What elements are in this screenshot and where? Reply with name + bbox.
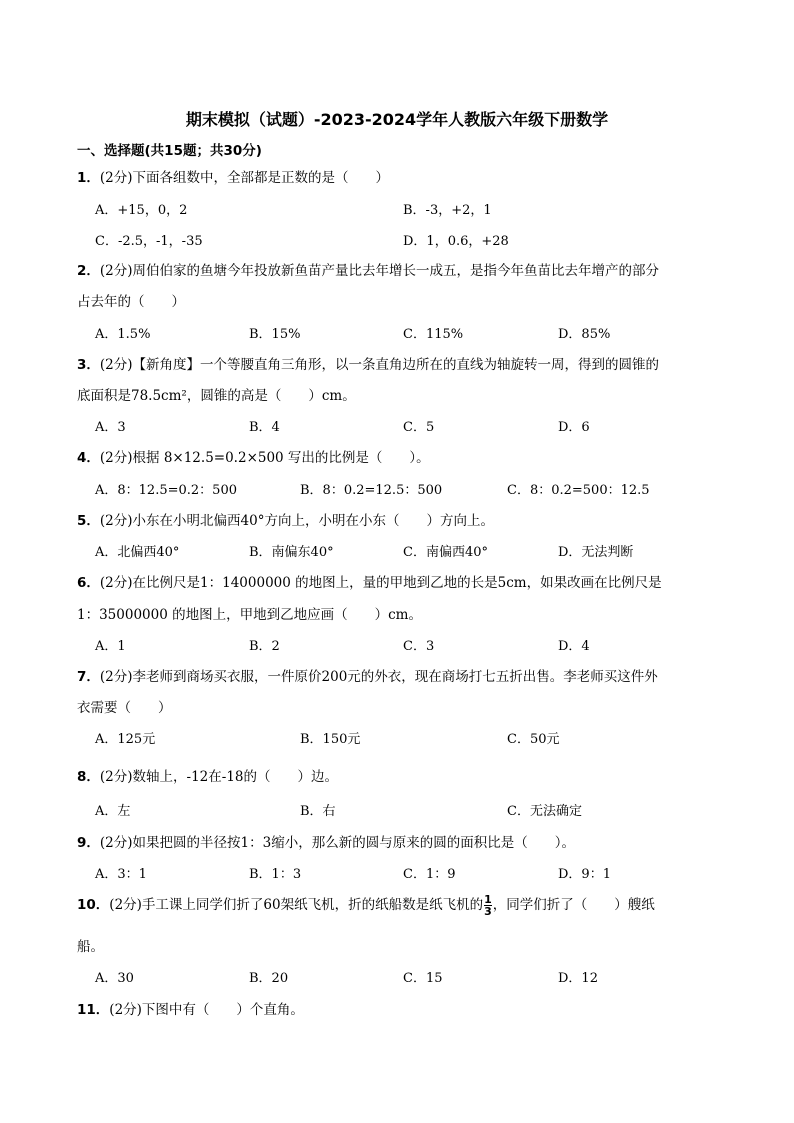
option-c: C．5 [403, 420, 435, 435]
option-b: B．15% [249, 327, 301, 342]
question-7 [77, 665, 658, 685]
option-c: C．8：0.2=500：12.5 [507, 483, 650, 498]
option-c: C．1：9 [403, 867, 456, 882]
question-number: 10． [77, 897, 110, 913]
option-b: B．2 [249, 639, 280, 654]
option-b: B．-3，+2，1 [403, 203, 492, 218]
question-text: 小东在小明北偏西40°方向上，小明在小东（ ）方向上。 [132, 513, 494, 529]
question-number: 11． [77, 1002, 110, 1018]
option-a: A．北偏西40° [95, 545, 180, 560]
option-a: A．3：1 [95, 867, 147, 882]
option-c: C．50元 [507, 732, 560, 747]
option-d: D．1，0.6，+28 [403, 234, 509, 249]
option-d: D．12 [558, 971, 598, 986]
question-11 [77, 998, 304, 1018]
question-text: 下面各组数中，全部都是正数的是（ ） [132, 170, 390, 186]
question-score: (2分) [109, 1002, 142, 1018]
option-c: C．南偏西40° [403, 545, 488, 560]
page-title: 期末模拟（试题）-2023-2024学年人教版六年级下册数学 [185, 110, 609, 129]
option-b: B．150元 [300, 732, 361, 747]
question-number: 8． [77, 769, 100, 785]
fraction-numerator: 1 [484, 893, 492, 906]
question-1 [77, 166, 389, 186]
question-text: 数轴上，-12在-18的（ ）边。 [132, 769, 339, 785]
question-score: (2分) [99, 669, 133, 685]
question-score: (2分) [99, 263, 133, 279]
option-c: C．无法确定 [507, 804, 582, 819]
option-a: A．+15，0，2 [95, 203, 188, 218]
option-b: B．1：3 [249, 867, 302, 882]
option-a: A．30 [95, 971, 134, 986]
option-a: A．1 [95, 639, 126, 654]
question-text-continued: 衣需要（ ） [77, 700, 172, 716]
option-c: C．15 [403, 971, 443, 986]
option-a: A．左 [95, 804, 131, 819]
question-3 [77, 353, 659, 373]
option-b: B．4 [249, 420, 280, 435]
question-number: 6． [77, 575, 100, 591]
fraction [484, 894, 492, 917]
option-a: A．1.5% [95, 327, 151, 342]
option-c: C．115% [403, 327, 464, 342]
question-2 [77, 259, 659, 279]
question-text-tail: ，同学们折了（ ）艘纸 [492, 897, 655, 913]
question-score: (2分) [99, 769, 133, 785]
question-text: 在比例尺是1：14000000 的地图上，量的甲地到乙地的长是5cm，如果改画在比例尺是 [132, 575, 662, 591]
option-a: A．8：12.5=0.2：500 [95, 483, 237, 498]
section-heading: 一、选择题(共15题；共30分) [77, 143, 262, 159]
question-text-continued: 1：35000000 的地图上，甲地到乙地应画（ ）cm。 [77, 607, 422, 623]
question-text: 李老师到商场买衣服，一件原价200元的外衣，现在商场打七五折出售。李老师买这件外 [132, 669, 658, 685]
question-text: 如果把圆的半径按1：3缩小，那么新的圆与原来的圆的面积比是（ ）。 [132, 835, 575, 851]
option-c: C．3 [403, 639, 435, 654]
question-4 [77, 446, 430, 466]
question-score: (2分) [99, 575, 133, 591]
question-text: 手工课上同学们折了60架纸飞机，折的纸船数是纸飞机的 [141, 897, 484, 913]
option-b: B．8：0.2=12.5：500 [300, 483, 443, 498]
question-10 [77, 893, 655, 917]
option-d: D．无法判断 [558, 545, 634, 560]
question-number: 7． [77, 669, 100, 685]
option-a: A．125元 [95, 732, 156, 747]
option-b: B．南偏东40° [249, 545, 334, 560]
question-9 [77, 831, 575, 851]
option-d: D．4 [558, 639, 590, 654]
question-text-continued: 底面积是78.5cm²，圆锥的高是（ ）cm。 [77, 388, 356, 404]
question-6 [77, 571, 662, 591]
option-d: D．85% [558, 327, 611, 342]
question-5 [77, 509, 494, 529]
question-score: (2分) [99, 835, 133, 851]
option-c: C．-2.5，-1，-35 [95, 234, 203, 249]
option-d: D．6 [558, 420, 590, 435]
option-a: A．3 [95, 420, 126, 435]
question-text-continued: 占去年的（ ） [77, 294, 185, 310]
question-number: 4． [77, 450, 100, 466]
question-text: 【新角度】一个等腰直角三角形，以一条直角边所在的直线为轴旋转一周，得到的圆锥的 [132, 357, 660, 373]
fraction-denominator: 3 [484, 905, 492, 918]
question-8 [77, 765, 338, 785]
question-number: 3． [77, 357, 100, 373]
option-b: B．20 [249, 971, 289, 986]
question-number: 9． [77, 835, 100, 851]
option-d: D．9：1 [558, 867, 611, 882]
question-score: (2分) [99, 357, 133, 373]
question-text: 下图中有（ ）个直角。 [141, 1002, 304, 1018]
question-score: (2分) [109, 897, 142, 913]
question-text: 周伯伯家的鱼塘今年投放新鱼苗产量比去年增长一成五，是指今年鱼苗比去年增产的部分 [132, 263, 660, 279]
question-number: 1． [77, 170, 100, 186]
question-number: 5． [77, 513, 100, 529]
question-text-continued: 船。 [77, 939, 104, 955]
question-score: (2分) [99, 170, 133, 186]
question-score: (2分) [99, 513, 133, 529]
option-b: B．右 [300, 804, 336, 819]
question-score: (2分) [99, 450, 133, 466]
question-text: 根据 8×12.5=0.2×500 写出的比例是（ ）。 [132, 450, 430, 466]
question-number: 2． [77, 263, 100, 279]
